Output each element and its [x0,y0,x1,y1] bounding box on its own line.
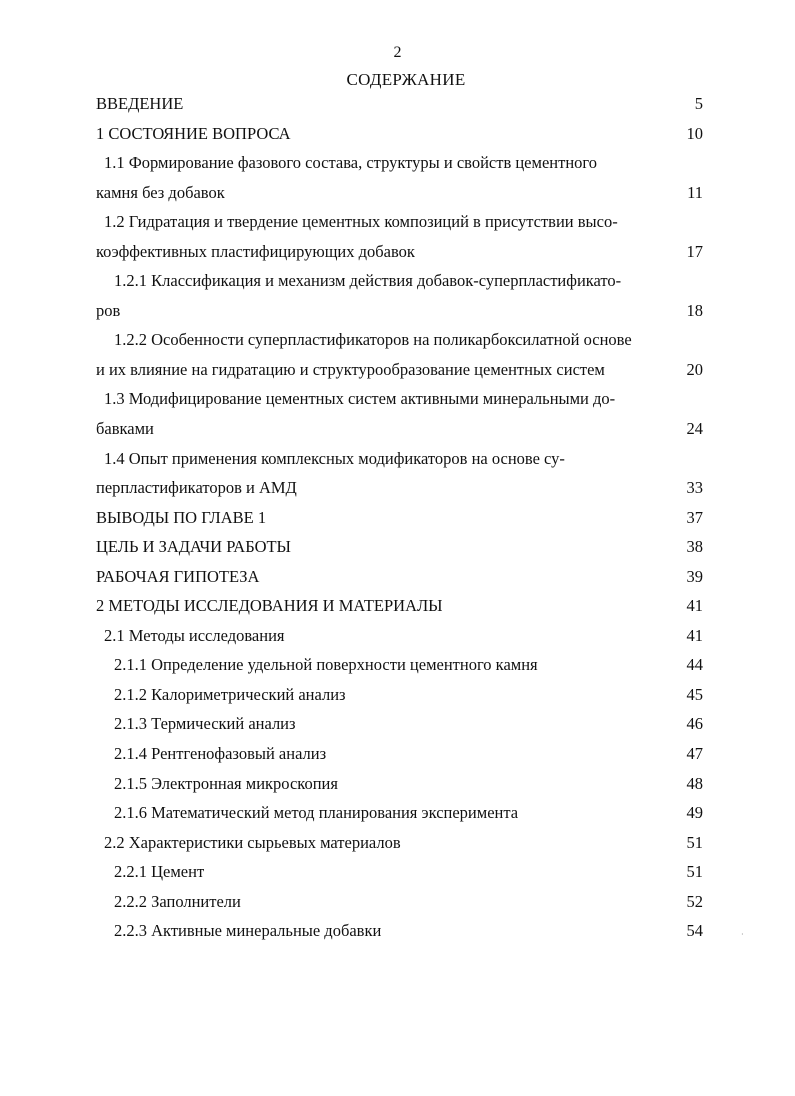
toc-entry-line [0,591,795,621]
toc-entry-text: 2.1.6 Математический метод планирования эксперимента [114,803,519,823]
toc-entry-text: 2.1.3 Термический анализ [114,714,296,734]
toc-entry-text: 1 СОСТОЯНИЕ ВОПРОСА [96,123,291,143]
toc-entry-text: перпластификаторов и АМД [96,478,297,498]
toc-entry-text: 2.1 Методы исследования [104,625,285,645]
toc-entry-line [0,887,795,917]
toc-page-number: 10 [686,123,703,143]
toc-page-number: 51 [686,862,703,882]
page-number: 2 [393,44,402,61]
toc-entry-line [0,650,795,680]
toc-entry-line [0,769,795,799]
toc-entry-line [0,532,795,562]
toc-page-number: 51 [686,832,703,852]
toc-page-number: 41 [686,625,703,645]
toc-entry-text: коэффективных пластифицирующих добавок [96,241,415,261]
toc-page-number: 46 [686,714,703,734]
toc-entry-line [0,828,795,858]
toc-entry-text: 2.1.5 Электронная микроскопия [114,773,338,793]
toc-page-number: 45 [686,684,703,704]
toc-entry-text: ВВЕДЕНИЕ [96,94,184,113]
toc-page-number: 44 [686,655,703,675]
toc-entry-line [0,739,795,769]
toc-entry-line [0,916,795,946]
toc-entry-line [0,89,795,119]
toc-entry-line [0,444,795,474]
toc-entry-text: 2.2.2 Заполнители [114,891,241,911]
toc-entry-line [0,798,795,828]
toc-page-number: 24 [686,419,703,439]
toc-entry-text: бавками [96,419,154,439]
toc-entry-line [0,296,795,326]
toc-entry-line [0,237,795,267]
toc-page-number: 20 [686,359,703,379]
toc-page-number: 49 [686,803,703,823]
toc-entry-text: 1.1 Формирование фазового состава, структуры и свойств цементного [104,153,598,173]
toc-entry-text: 2.1.1 Определение удельной поверхности цементного камня [114,655,538,675]
toc-entry-line [0,709,795,739]
toc-entry-text: 1.2 Гидратация и твердение цементных композиций в присутствии высо- [104,212,618,232]
toc-page-number: 37 [686,507,703,527]
toc-page-number: 11 [687,182,703,202]
toc-entry-text: РАБОЧАЯ ГИПОТЕЗА [96,566,260,586]
toc-entry-text: и их влияние на гидратацию и структурообразование цементных систем [96,359,605,379]
toc-entry-line [0,680,795,710]
toc-entry-line [0,178,795,208]
toc-entry-text: 1.3 Модифицирование цементных систем активными минеральными до- [104,389,616,409]
toc-entry-text: 2.2.1 Цемент [114,862,205,882]
toc-page-number: 5 [694,94,703,113]
toc-entry-text: 2.2.3 Активные минеральные добавки [114,921,382,941]
toc-page-number: 17 [686,241,703,261]
toc-entry-text: 1.2.2 Особенности суперпластификаторов на поликарбоксилатной основе [114,330,632,350]
toc-entry-text: 2.2 Характеристики сырьевых материалов [104,832,401,852]
toc-entry-line [0,414,795,444]
toc-page-number: 33 [686,478,703,498]
toc-entry-text: 2.1.4 Рентгенофазовый анализ [114,744,327,764]
toc-page-number: 48 [686,773,703,793]
toc-page-number: 41 [686,596,703,616]
toc-page-number: 38 [686,537,703,557]
toc-entry-text: ров [96,300,121,320]
toc-entry-line [0,207,795,237]
toc-entry-line [0,562,795,592]
page-title: СОДЕРЖАНИЕ [346,70,466,89]
toc-entry-text: камня без добавок [96,182,225,202]
table-of-contents [0,89,795,946]
toc-entry-line [0,148,795,178]
toc-entry-line [0,503,795,533]
scan-speck: · [741,930,744,939]
toc-page-number: 39 [686,566,703,586]
toc-entry-line [0,384,795,414]
toc-entry-text: ВЫВОДЫ ПО ГЛАВЕ 1 [96,507,267,527]
toc-entry-line [0,473,795,503]
toc-entry-text: 1.4 Опыт применения комплексных модификаторов на основе су- [104,448,565,468]
toc-entry-line [0,621,795,651]
toc-page-number: 47 [686,744,703,764]
toc-entry-line [0,119,795,149]
toc-entry-line [0,325,795,355]
toc-entry-text: 2 МЕТОДЫ ИССЛЕДОВАНИЯ И МАТЕРИАЛЫ [96,596,443,616]
toc-entry-line [0,266,795,296]
toc-entry-line [0,857,795,887]
toc-entry-text: ЦЕЛЬ И ЗАДАЧИ РАБОТЫ [96,537,291,557]
toc-page-number: 54 [686,921,703,941]
toc-entry-text: 1.2.1 Классификация и механизм действия добавок-суперпластификато- [114,271,622,291]
toc-entry-text: 2.1.2 Калориметрический анализ [114,684,346,704]
toc-entry-line [0,355,795,385]
toc-page-number: 52 [686,891,703,911]
toc-page-number: 18 [686,300,703,320]
